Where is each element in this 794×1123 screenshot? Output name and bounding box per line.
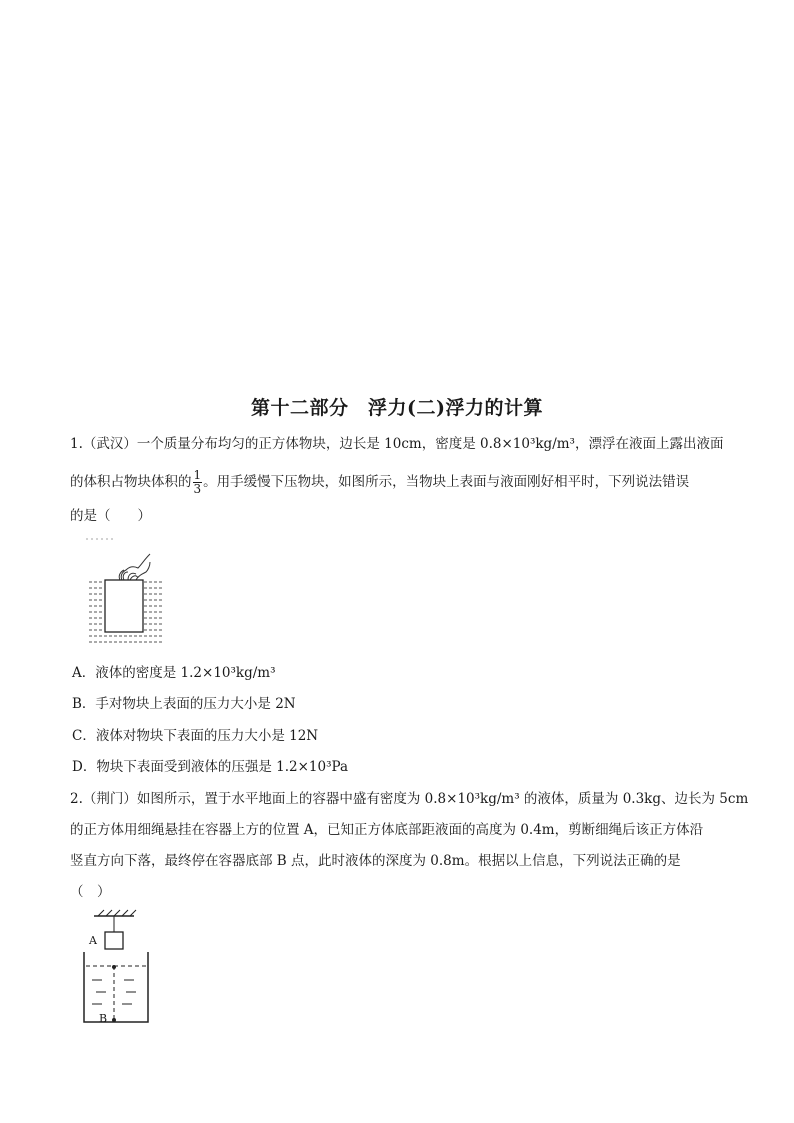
q2-label-a: A (89, 934, 97, 947)
fraction-one-third (193, 469, 203, 496)
fraction-denominator: 3 (193, 482, 202, 496)
q1-stem-line1: 1.（武汉）一个质量分布均匀的正方体物块，边长是 10cm，密度是 0.8×10³kg/m³，漂浮在液面上露出液面 (70, 436, 724, 452)
q1-stem-line2 (70, 469, 689, 496)
q1-stem-line3: 的是（ ） (70, 508, 151, 524)
q1-figure-hand-block (84, 536, 174, 648)
q2-figure-container (78, 908, 158, 1028)
q2-stem-line3: 竖直方向下落，最终停在容器底部 B 点，此时液体的深度为 0.8m。根据以上信息，下列说法正确的是 (70, 853, 681, 869)
q1-option-b: B．手对物块上表面的压力大小是 2N (72, 696, 296, 712)
q2-stem-line2: 的正方体用细绳悬挂在容器上方的位置 A，已知正方体底部距液面的高度为 0.4m，剪断细绳后该正方体沿 (70, 822, 704, 838)
q1-option-c: C．液体对物块下表面的压力大小是 12N (72, 728, 319, 744)
page-title: 第十二部分 浮力(二)浮力的计算 (251, 397, 543, 419)
fraction-numerator: 1 (193, 468, 202, 482)
q2-stem-line1: 2.（荆门）如图所示，置于水平地面上的容器中盛有密度为 0.8×10³kg/m³ 的液体，质量为 0.3kg、边长为 5cm (70, 791, 749, 807)
q1-option-d: D．物块下表面受到液体的压强是 1.2×10³Pa (72, 759, 349, 775)
q2-label-b: B (99, 1012, 108, 1025)
q1-stem-line2-after: 。用手缓慢下压物块，如图所示，当物块上表面与液面刚好相平时，下列说法错误 (203, 474, 690, 490)
q1-option-a: A．液体的密度是 1.2×10³kg/m³ (72, 665, 276, 681)
q1-stem-line2-before: 的体积占物块体积的 (70, 474, 192, 490)
q2-stem-line4: （ ） (70, 884, 111, 900)
